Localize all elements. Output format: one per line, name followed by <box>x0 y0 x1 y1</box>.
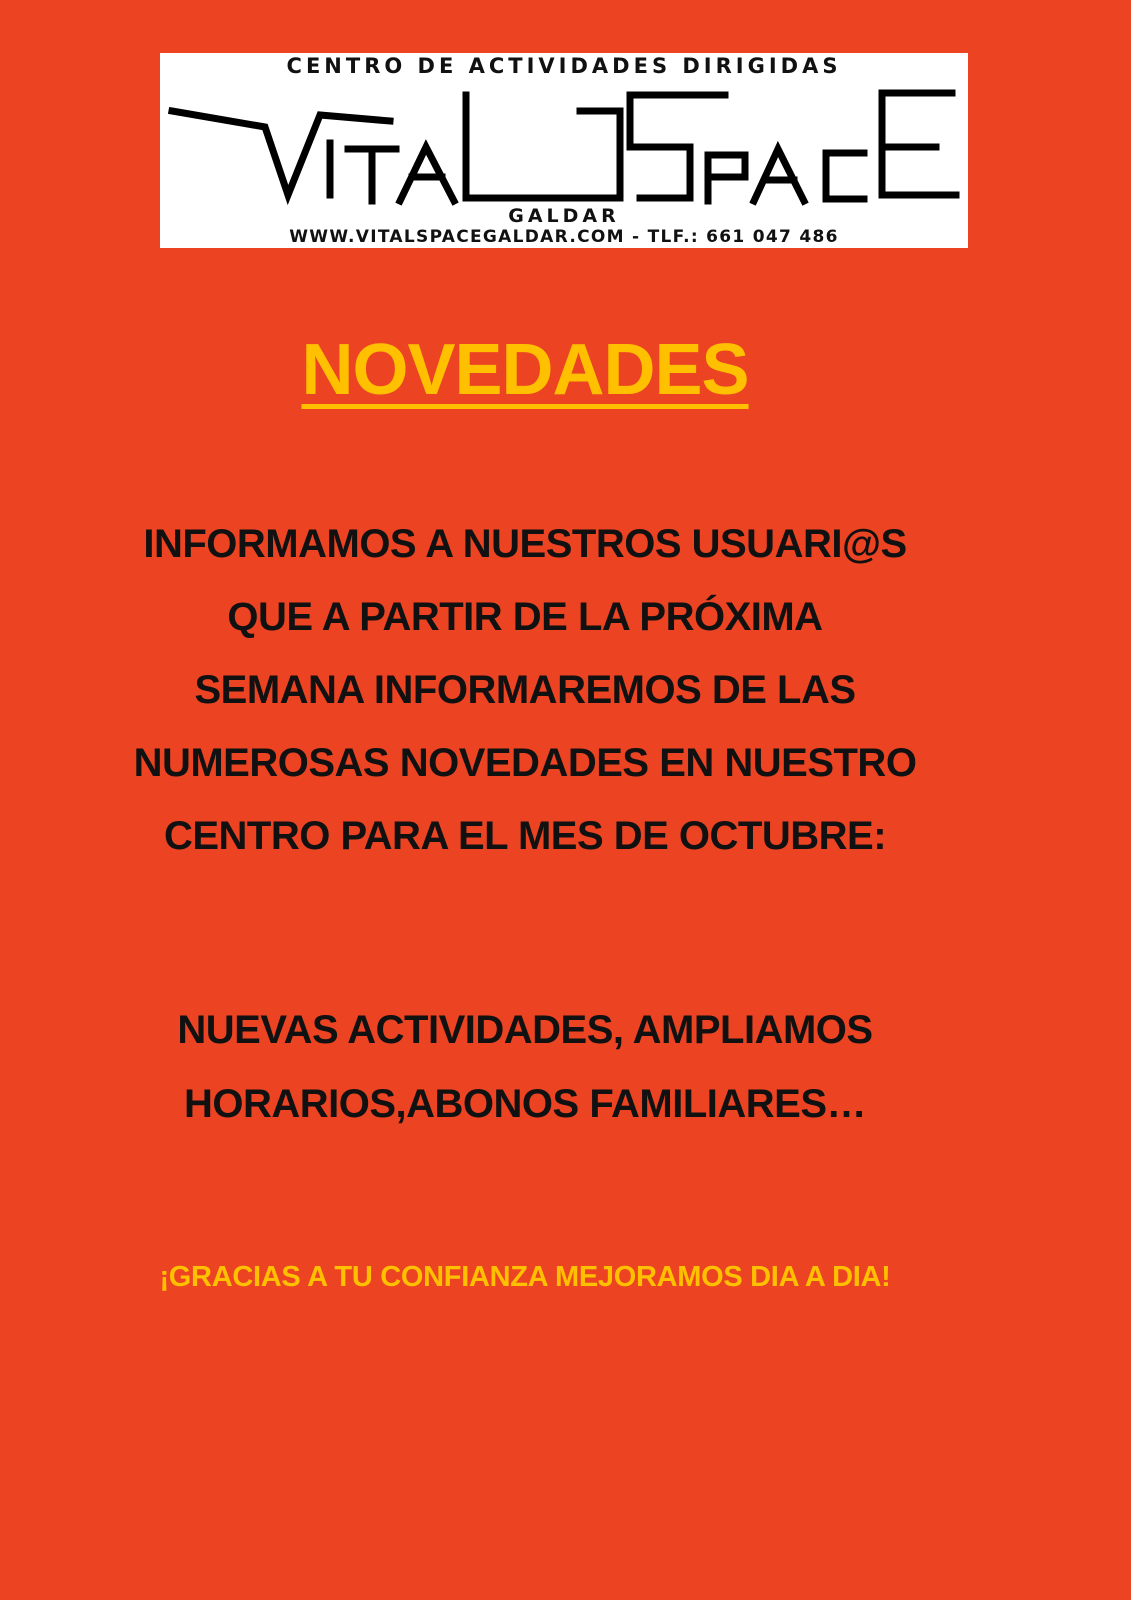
logo-contact-line: WWW.VITALSPACEGALDAR.COM - TLF.: 661 047 486 <box>289 227 839 247</box>
announcement-line: NUMEROSAS NOVEDADES EN NUESTRO <box>133 741 917 785</box>
vital-space-logo <box>160 53 968 248</box>
logo-city: GALDAR <box>508 205 620 227</box>
thanks-message: ¡GRACIAS A TU CONFIANZA MEJORAMOS DIA A DIA! <box>159 1261 891 1293</box>
features-line: NUEVAS ACTIVIDADES, AMPLIAMOS <box>177 1008 873 1052</box>
logo-tagline: CENTRO DE ACTIVIDADES DIRIGIDAS <box>286 54 842 78</box>
page-headline: NOVEDADES <box>301 330 749 410</box>
announcement-text <box>20 508 1030 873</box>
announcement-line: QUE A PARTIR DE LA PRÓXIMA <box>227 595 823 639</box>
announcement-line: INFORMAMOS A NUESTROS USUARI@S <box>143 522 907 566</box>
announcement-line: SEMANA INFORMAREMOS DE LAS <box>194 668 856 712</box>
features-text <box>20 993 1030 1141</box>
features-line: HORARIOS,ABONOS FAMILIARES… <box>183 1082 867 1126</box>
announcement-line: CENTRO PARA EL MES DE OCTUBRE: <box>163 814 887 858</box>
